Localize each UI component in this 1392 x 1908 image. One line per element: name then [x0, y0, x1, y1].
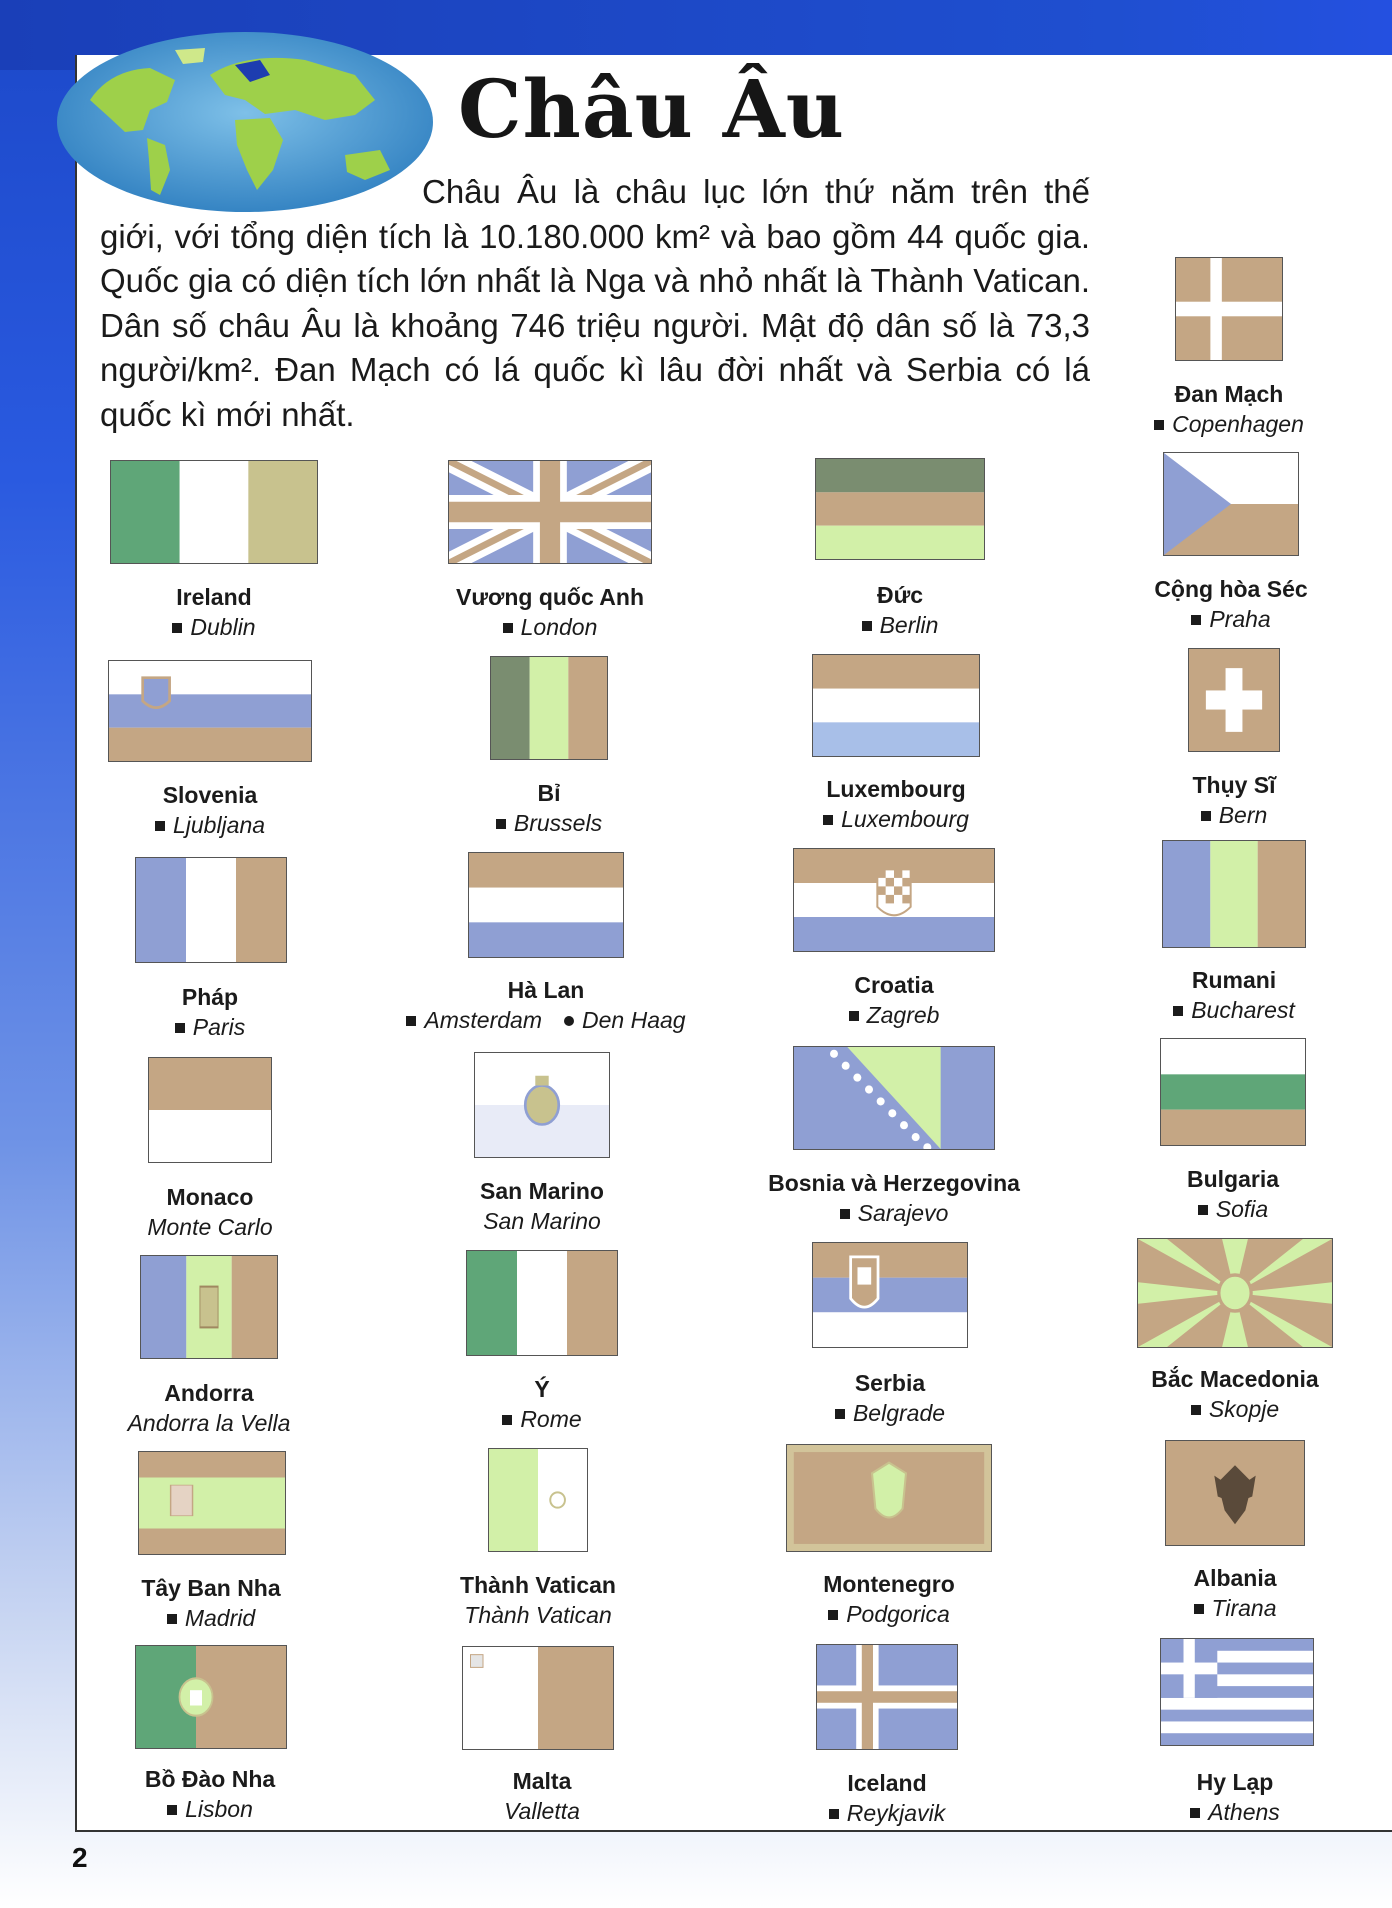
label-north-macedonia: Bắc Macedonia Skopje: [1151, 1366, 1319, 1422]
capital-square-icon: [172, 623, 182, 633]
capital-square-icon: [167, 1614, 177, 1624]
label-san-marino: San Marino San Marino: [480, 1178, 604, 1234]
capital-square-icon: [1190, 1808, 1200, 1818]
label-serbia: Serbia Belgrade: [790, 1368, 990, 1428]
flag-monaco: [148, 1057, 272, 1163]
flag-france: [135, 857, 287, 963]
label-andorra: Andorra Andorra la Vella: [127, 1380, 291, 1436]
flag-andorra: [140, 1255, 278, 1359]
flag-spain: [138, 1451, 286, 1555]
capital-square-icon: [840, 1209, 850, 1219]
capital-square-icon: [503, 623, 513, 633]
flag-bulgaria: [1160, 1038, 1306, 1146]
flag-portugal: [135, 1645, 287, 1749]
flag-iceland: [816, 1644, 958, 1750]
capital-square-icon: [823, 815, 833, 825]
label-luxembourg: Luxembourg Luxembourg: [796, 774, 996, 834]
flag-luxembourg: [812, 654, 980, 757]
capital-square-icon: [1194, 1604, 1204, 1614]
label-albania: Albania Tirana: [1193, 1565, 1277, 1621]
capital-square-icon: [1191, 615, 1201, 625]
capital-square-icon: [849, 1011, 859, 1021]
capital-square-icon: [862, 621, 872, 631]
flag-ireland: [110, 460, 318, 564]
capital-square-icon: [175, 1023, 185, 1033]
flag-north-macedonia: [1137, 1238, 1333, 1348]
flag-albania: [1165, 1440, 1305, 1546]
label-bosnia: Bosnia và Herzegovina Sarajevo: [768, 1170, 1020, 1226]
capital-square-icon: [828, 1610, 838, 1620]
capital-square-icon: [155, 821, 165, 831]
capital-dot-icon: [564, 1016, 574, 1026]
label-iceland: Iceland Reykjavik: [787, 1768, 987, 1828]
label-malta: Malta Valletta: [504, 1768, 580, 1824]
label-uk: Vương quốc Anh London: [455, 584, 645, 640]
capital-square-icon: [1154, 420, 1164, 430]
label-switzerland: Thụy Sĩ Bern: [1192, 772, 1276, 828]
flag-belgium: [490, 656, 608, 760]
flag-switzerland: [1188, 648, 1280, 752]
label-france: Pháp Paris: [110, 982, 310, 1042]
label-netherlands: Hà Lan Amsterdam Den Haag: [371, 975, 721, 1035]
flag-romania: [1162, 840, 1306, 948]
flag-san-marino: [474, 1052, 610, 1158]
capital-square-icon: [1173, 1006, 1183, 1016]
label-portugal: Bồ Đào Nha Lisbon: [144, 1766, 276, 1822]
label-italy: Ý Rome: [442, 1374, 642, 1434]
capital-square-icon: [1191, 1405, 1201, 1415]
label-monaco: Monaco Monte Carlo: [147, 1184, 273, 1240]
flag-vatican: [488, 1448, 588, 1552]
page-title: Châu Âu: [458, 62, 845, 156]
flag-czech: [1163, 452, 1299, 556]
capital-square-icon: [167, 1805, 177, 1815]
flag-denmark: [1175, 257, 1283, 361]
label-germany: Đức Berlin: [800, 580, 1000, 640]
flag-italy: [466, 1250, 618, 1356]
label-bulgaria: Bulgaria Sofia: [1186, 1166, 1280, 1222]
capital-square-icon: [1201, 811, 1211, 821]
flag-montenegro: [786, 1444, 992, 1552]
flag-malta: [462, 1646, 614, 1750]
label-greece: Hy Lạp Athens: [1135, 1767, 1335, 1827]
flag-croatia: [793, 848, 995, 952]
label-ireland: Ireland Dublin: [110, 582, 318, 642]
page-number: 2: [72, 1842, 88, 1873]
label-slovenia: Slovenia Ljubljana: [110, 780, 310, 840]
label-croatia: Croatia Zagreb: [794, 970, 994, 1030]
label-czech: Cộng hòa Séc Praha: [1154, 576, 1308, 632]
capital-square-icon: [496, 819, 506, 829]
flag-greece: [1160, 1638, 1314, 1746]
flag-germany: [815, 458, 985, 560]
label-montenegro: Montenegro Podgorica: [823, 1571, 955, 1627]
label-romania: Rumani Bucharest: [1134, 965, 1334, 1025]
flag-bosnia: [793, 1046, 995, 1150]
label-denmark: Đan Mạch Copenhagen: [1129, 379, 1329, 439]
intro-paragraph: Châu Âu là châu lục lớn thứ năm trên thế giới, với tổng diện tích là 10.180.000 km² và bao gồm 44 quốc gia. Quốc gia có diện tích lớn nhất là Nga và nhỏ nhất là Thành Vatican. Dân số châu Âu là khoảng 746 triệu người. Mật độ dân số là 73,3 người/km². Đan Mạch có lá quốc kì lâu đời nhất và Serbia có lá quốc kì mới nhất.: [100, 173, 1090, 433]
capital-square-icon: [835, 1409, 845, 1419]
capital-square-icon: [1198, 1205, 1208, 1215]
label-spain: Tây Ban Nha Madrid: [141, 1575, 281, 1631]
flag-netherlands: [468, 852, 624, 958]
label-belgium: Bỉ Brussels: [449, 778, 649, 838]
label-vatican: Thành Vatican Thành Vatican: [460, 1572, 616, 1628]
flag-uk: [448, 460, 652, 564]
capital-square-icon: [829, 1809, 839, 1819]
capital-square-icon: [406, 1016, 416, 1026]
flag-serbia: [812, 1242, 968, 1348]
capital-square-icon: [502, 1415, 512, 1425]
flag-slovenia: [108, 660, 312, 762]
